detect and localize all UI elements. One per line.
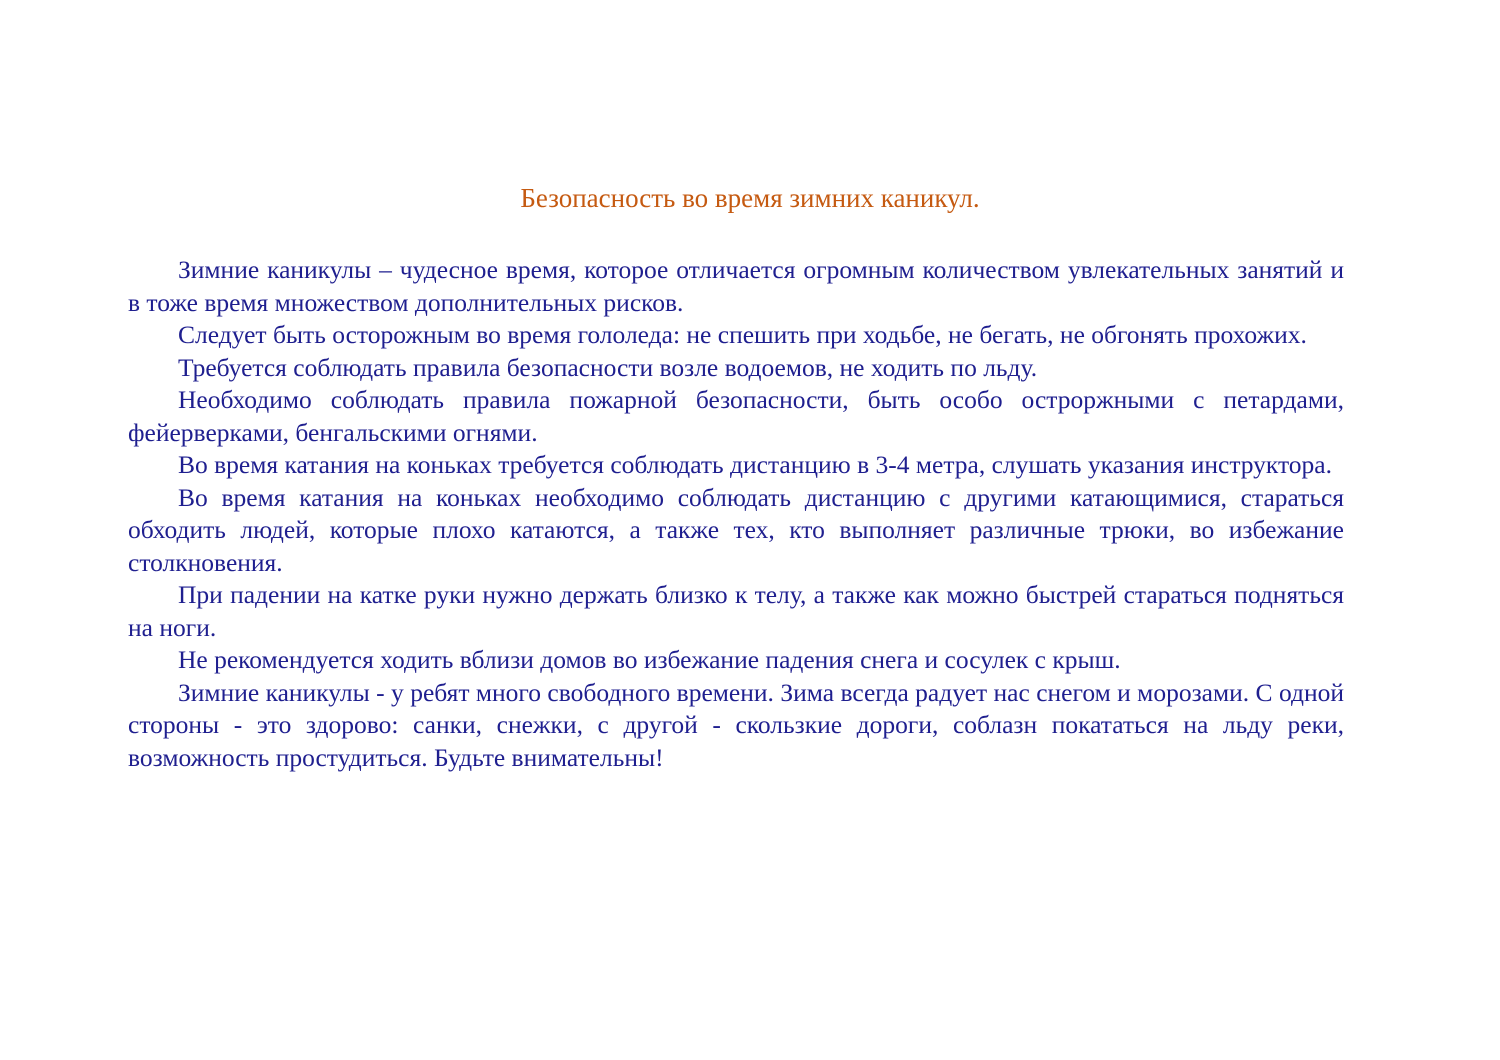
document-title: Безопасность во время зимних каникул. [520,183,980,213]
paragraph-skating-distance: Во время катания на коньках требуется соблюдать дистанцию в 3-4 метра, слушать указания инструктора. [178,450,1332,479]
paragraph-conclusion: Зимние каникулы - у ребят много свободного времени. Зима всегда радует нас снегом и морозами. С одной стороны - это здорово: санки, снежки, с другой - скользкие дороги, соблазн покататься на льду реки, возможность простудиться. Будьте внимательны! [128,677,1344,772]
document-body [128,254,1344,774]
paragraph-falling: При падении на катке руки нужно держать близко к телу, а также как можно быстрей стараться подняться на ноги. [128,580,1344,642]
paragraph-fire-safety: Необходимо соблюдать правила пожарной безопасности, быть особо остроржными с петардами, фейерверками, бенгальскими огнями. [128,385,1344,447]
paragraph-water-safety: Требуется соблюдать правила безопасности возле водоемов, не ходить по льду. [178,352,1038,382]
paragraph-intro: Зимние каникулы – чудесное время, которое отличается огромным количеством увлекательных занятий и в тоже время множеством дополнительных рисков. [128,255,1344,317]
paragraph-skating-others: Во время катания на коньках необходимо соблюдать дистанцию с другими катающимися, стараться обходить людей, которые плохо катаются, а также тех, кто выполняет различные трюки, во избежание столкновения. [128,482,1344,577]
paragraph-ice-walking: Следует быть осторожным во время гололеда: не спешить при ходьбе, не бегать, не обгонять прохожих. [178,320,1307,349]
paragraph-icicles: Не рекомендуется ходить вблизи домов во избежание падения снега и сосулек с крыш. [178,645,1121,674]
